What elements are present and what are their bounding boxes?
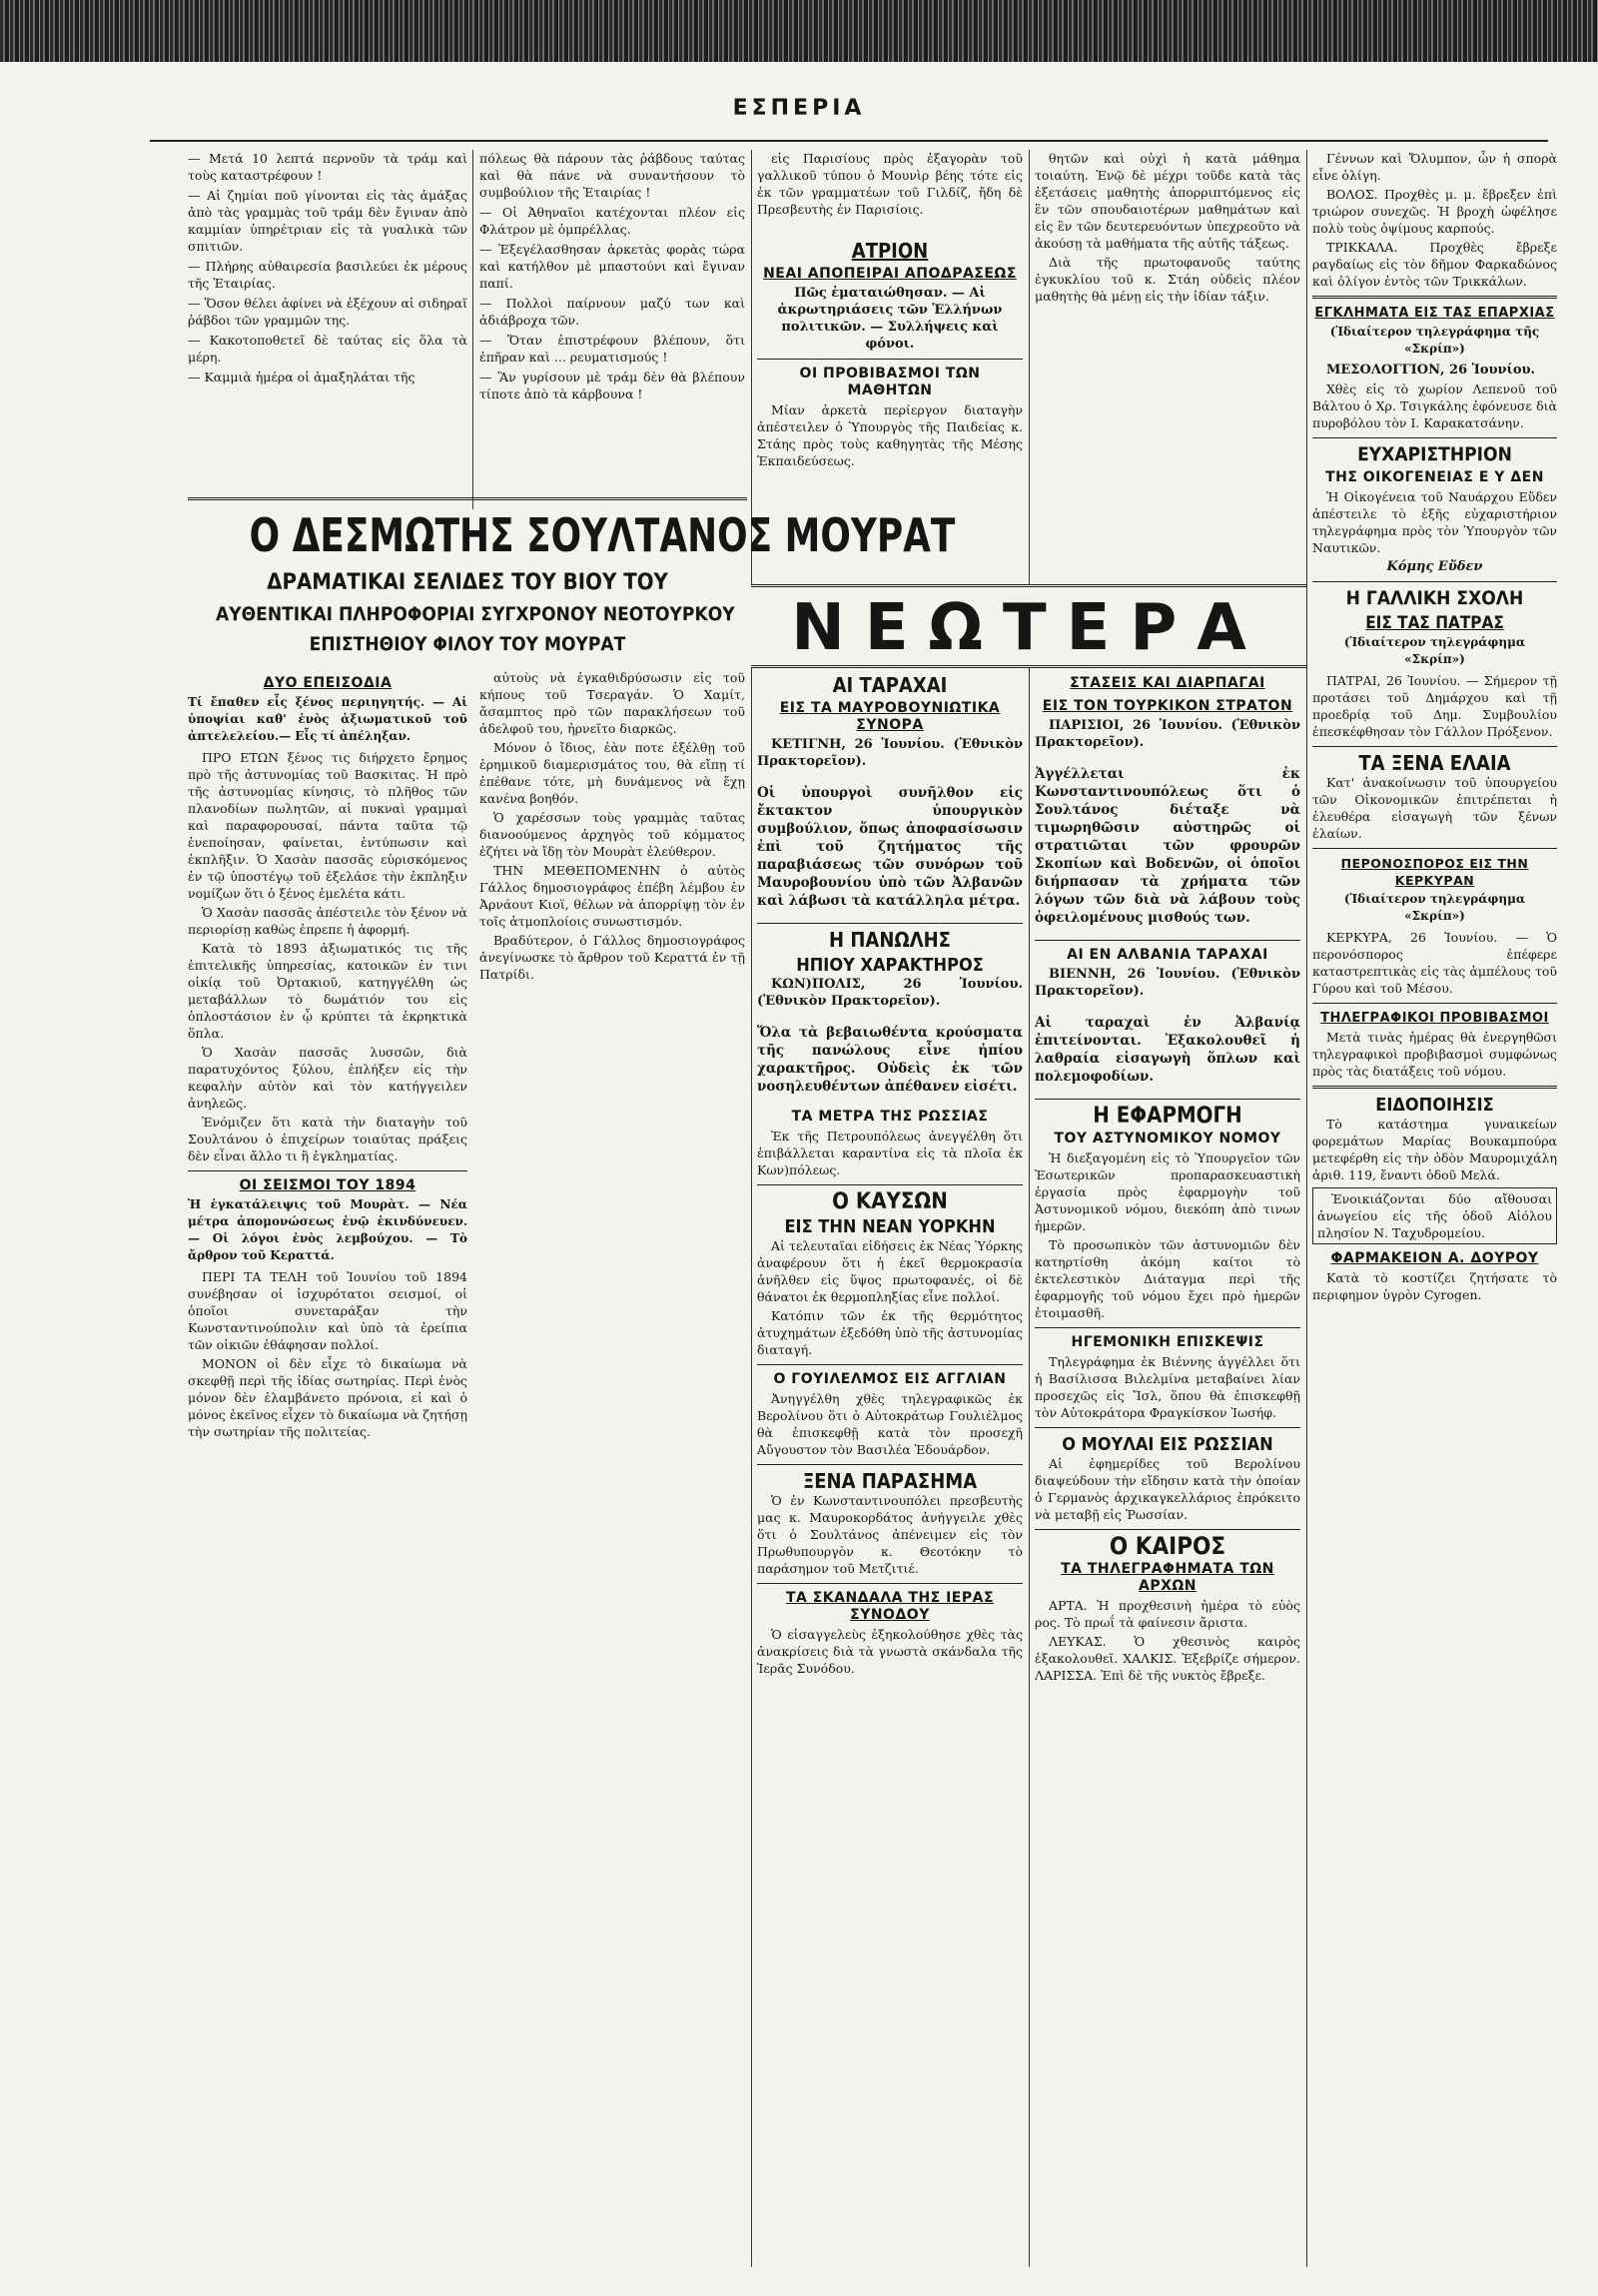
column-4-top: [1035, 150, 1300, 579]
paragraph: — Πολλοὶ παίρνουν μαζύ των καὶ ἀδιάβροχα τῶν.: [479, 296, 745, 328]
news-text: Ὅλα τὰ βεβαιωθέντα κρούσματα τῆς πανώλους εἶνε ἠπίου χαρακτῆρος. Οὐδεὶς ἐκ τῶν νοσηλευθέντων ἀπέθανεν εἰσέτι.: [757, 1024, 1023, 1095]
credit-line: (Ἰδιαίτερον τηλεγράφημα τῆς «Σκρίπ»): [1329, 325, 1540, 356]
divider: [1035, 1427, 1300, 1428]
news-text: Αἱ ταραχαὶ ἐν Ἀλβανίᾳ ἐπιτείνονται. Ἐξακολουθεῖ ἡ λαθραία εἰσαγωγὴ ὅπλων καὶ πολεμοφοδίων.: [1035, 1014, 1300, 1085]
paragraph: ΑΡΤΑ. Ἡ προχθεσινὴ ἡμέρα τὸ εὐὸς ρος. Τὸ πρωΐ τὰ φαίνεσιν ἄριστα.: [1035, 1598, 1300, 1630]
news-title: Ο ΚΑΙΡΟΣ: [1109, 1532, 1226, 1560]
dateline: ΒΙΕΝΝΗ, 26 Ἰουνίου. (Ἐθνικὸν Πρακτορεῖον).: [1035, 967, 1300, 999]
paragraph: — Ὅσον θέλει ἀφίνει νὰ ἐξέχουν αἱ σιδηραῖ ῥάβδοι τῶν γραμμῶν της.: [188, 296, 467, 328]
lead-title: Ο ΔΕΣΜΩΤΗΣ ΣΟΥΛΤΑΝΟΣ ΜΟΥΡΑΤ: [249, 508, 956, 562]
paragraph: Μίαν ἀρκετὰ περίεργον διαταγὴν ἀπέστειλεν ὁ Ὑπουργὸς τῆς Παιδείας κ. Στάης πρὸς τοὺς καθηγητὰς τῆς Μέσης Ἐκπαιδεύσεως.: [757, 402, 1023, 468]
section-summary: Ἡ ἐγκατάλειψις τοῦ Μουρὰτ. — Νέα μέτρα ἀπομονώσεως ἐνῷ ἐκινδύνευεν. — Οἱ λόγοι ἐνὸς λεμβούχου. — Τὸ ἄρθρον τοῦ Κεραττά.: [188, 1197, 467, 1262]
neotera-title: ΝΕΩΤΕΡΑ: [791, 591, 1266, 665]
paragraph: ΠΡΟ ΕΤΩΝ ξένος τις διήρχετο ἔρημος πρὸ τῆς ἀστυνομίας τοῦ Βασκιτας. Ἡ πρὸ τῆς ἀστυνομίας κίνησις, τὸ πλῆθος τῶν πλανοδίων πωλητῶν, αἱ πυκναὶ γραμμαὶ καὶ παραφορουσαί, πάντα ταῦτα τῷ ἐνεποίησαν, φαίνεται, ἐντύπωσιν καὶ ἐκπλῆξιν. Ὁ Χασὰν πασσᾶς εὑρισκόμενος ἐν τῷ ὑποστέγῳ τοῦ ἐξελάσε τὴν ἐκπληξιν νομίζων ὅτι ὁ ξένος ἐμελέτα κάτι.: [188, 750, 467, 901]
dateline: ΚΩΝ)ΠΟΛΙΣ, 26 Ἰουνίου. (Ἐθνικὸν Πρακτορεῖον).: [757, 977, 1023, 1009]
paragraph: Γέννων καὶ Ὄλυμπον, ὧν ἡ σπορὰ εἶνε ὀλίγη.: [1312, 151, 1557, 183]
divider: [757, 1583, 1023, 1584]
news-title: Ο ΓΟΥΙΛΕΛΜΟΣ ΕΙΣ ΑΓΓΛΙΑΝ: [773, 1371, 1007, 1387]
paragraph: Ἡ Οἰκογένεια τοῦ Ναυάρχου Εὔδεν ἀπέστειλε τὸ ἑξῆς εὐχαριστήριον τηλεγράφημα πρὸς τὸν Ὑπουργὸν τῶν Ναυτικῶν.: [1312, 489, 1557, 555]
divider: [757, 1184, 1023, 1185]
section-heading: ΟΙ ΣΕΙΣΜΟΙ ΤΟΥ 1894: [239, 1177, 416, 1193]
divider: [1035, 1529, 1300, 1530]
news-title: ΣΤΑΣΕΙΣ ΚΑΙ ΔΙΑΡΠΑΓΑΙ: [1070, 675, 1265, 691]
paragraph: ΠΑΤΡΑΙ, 26 Ἰουνίου. — Σήμερον τῇ προτάσει τοῦ Δημάρχου καὶ τῇ προεδρίᾳ τοῦ Δημ. Συμβουλίου ἐπεσκέφθησαν τὸν Γάλλον Πρόξενον.: [1312, 673, 1557, 739]
dateline: ΚΕΤΙΓΝΗ, 26 Ἰουνίου. (Ἐθνικὸν Πρακτορεῖον).: [757, 737, 1023, 769]
paragraph: Διὰ τῆς πρωτοφανοῦς ταύτης ἐγκυκλίου τοῦ κ. Στάη οὐδεὶς πλέον μαθητὴς θὰ μένῃ εἰς τὴν ἰδίαν τάξιν.: [1035, 255, 1300, 304]
paragraph: Κατὰ τὸ κοστίζει ζητήσατε τὸ περιφημον ὑγρὸν Cyrogen.: [1312, 1270, 1557, 1302]
atrion-lead: Πῶς ἐματαιώθησαν. — Αἱ ἀκρωτηριάσεις τῶν Ἑλλήνων πολιτικῶν. — Συλλήψεις καὶ φόνοι.: [777, 286, 1003, 352]
section-title: ΕΓΚΛΗΜΑΤΑ ΕΙΣ ΤΑΣ ΕΠΑΡΧΙΑΣ: [1314, 306, 1555, 321]
section-title: ΕΥΧΑΡΙΣΤΗΡΙΟΝ: [1357, 443, 1512, 465]
paragraph: ΜΟΝΟΝ οἱ δὲν εἶχε τὸ δικαίωμα νὰ σκεφθῇ περὶ τῆς ἰδίας σωτηρίας. Περὶ ἐνὸς μόνον δὲν ἐλαμβάνετο πρόνοια, εἰ καὶ ὁ μόνος ἐκεῖνος εἶχεν τὸ δικαίωμα νὰ ζητήσῃ τὴν σωτηρίαν τῆς πολιτείας.: [188, 1356, 467, 1439]
news-column-4: [1035, 669, 1300, 2267]
paragraph: ΠΕΡΙ ΤΑ ΤΕΛΗ τοῦ Ἰουνίου τοῦ 1894 συνέβησαν οἱ ἰσχυρότατοι σεισμοί, οἱ ὁποῖοι συνεταράξαν τὴν Κωνσταντινούπολιν καὶ ὑπὸ τὰ ἐρείπια τῶν οἰκιῶν ἐθάφησαν πολλοί.: [188, 1269, 467, 1352]
news-text: Ἀγγέλλεται ἐκ Κωνσταντινουπόλεως ὅτι ὁ Σουλτάνος διέταξε νὰ τιμωρηθῶσιν αὐστηρῶς οἱ στρατιῶται τῶν φρουρῶν Σκοπίων καὶ Βοδενῶν, οἱ ὁποῖοι διήρπασαν τὰ χρήματα τῶν λόγων τῶν διὰ νὰ λάβουν τοὺς ὀφειλομένους μισθούς των.: [1035, 765, 1300, 926]
divider: [1035, 940, 1300, 941]
lead-subtitle-3: ΕΠΙΣΤΗΘΙΟΥ ΦΙΛΟΥ ΤΟΥ ΜΟΥΡΑΤ: [309, 633, 626, 655]
news-title: Η ΠΑΝΩΛΗΣ: [828, 928, 951, 952]
divider: [188, 1170, 467, 1171]
news-title: Ο ΚΑΥΣΩΝ: [832, 1189, 948, 1214]
paragraph: ΚΕΡΚΥΡΑ, 26 Ἰουνίου. — Ὁ περονόσπορος ἐπέφερε καταστρεπτικὰς εἰς τὰς ἀμπέλους τοῦ Γύρου καὶ τοῦ Μέσου.: [1312, 930, 1557, 996]
atrion-subtitle: ΝΕΑΙ ΑΠΟΠΕΙΡΑΙ ΑΠΟΔΡΑΣΕΩΣ: [763, 266, 1017, 282]
paragraph: — Οἱ Ἀθηναῖοι κατέχονται πλέον εἰς Φλάτρον μὲ ὀμπρέλλας.: [479, 205, 745, 237]
divider: [1312, 581, 1557, 582]
news-subtitle: ΗΠΙΟΥ ΧΑΡΑΚΤΗΡΟΣ: [796, 955, 984, 976]
news-title: ΗΓΕΜΟΝΙΚΗ ΕΠΙΣΚΕΨΙΣ: [1071, 1334, 1264, 1350]
paragraph: — Μετά 10 λεπτά περνοῦν τὰ τράμ καὶ τοὺς καταστρέφουν !: [188, 151, 467, 183]
paragraph: Αἱ τελευταῖαι εἰδήσεις ἐκ Νέας Ὑόρκης ἀναφέρουν ὅτι ἡ ἐκεῖ θερμοκρασία ἀνῆλθεν εἰς ὕψος πρωτοφανές, οἱ δὲ θάνατοι ἐκ θερμοπληξίας εἶνε πολλοί.: [757, 1238, 1023, 1304]
paragraph: Κατὰ τὸ 1893 ἀξιωματικός τις τῆς ἐπιτελικῆς ὑπηρεσίας, κατοικῶν ἐν τινι οἰκίᾳ τοῦ Ὀρτακιοῦ, κατηγγέλθη ὡς μεταβάλλων τὸ δωμάτιόν του εἰς ὁπλοστάσιον ἐν ᾧ κρύπτει τὰ ἐκρηκτικὰ ὅπλα.: [188, 941, 467, 1041]
paragraph: — Ἂν γυρίσουν μὲ τράμ δὲν θὰ βλέπουν τίποτε ἀπὸ τὰ κάρβουνα !: [479, 370, 745, 401]
divider: [1035, 1099, 1300, 1100]
divider: [1312, 1086, 1557, 1089]
paragraph: Ὁ χαρέσσων τοὺς γραμμὰς ταῦτας διανοούμενος ἀρχηγὸς τοῦ κόμματος ἐζήτει νὰ ἴδῃ τὸν Μουρὰτ ἐλεύθερον.: [479, 810, 745, 859]
lead-story-column-1: [188, 669, 467, 2267]
paragraph: — Καμμιὰ ἡμέρα οἱ ἀμαξηλάται τῆς: [188, 370, 415, 384]
atrion-title: ΑΤΡΙΟΝ: [851, 239, 929, 263]
divider: [757, 1364, 1023, 1365]
section-title: ΤΑ ΞΕΝΑ ΕΛΑΙΑ: [1358, 751, 1511, 775]
lead-subtitle: ΔΡΑΜΑΤΙΚΑΙ ΣΕΛΙΔΕΣ ΤΟΥ ΒΙΟΥ ΤΟΥ: [267, 570, 668, 595]
credit-line: (Ἰδιαίτερον τηλεγράφημα «Σκρίπ»): [1343, 635, 1526, 666]
classified-box: [1312, 1187, 1557, 1244]
paragraph: πόλεως θὰ πάρουν τὰς ῥάβδους ταύτας καὶ θὰ πάνε νὰ συναντήσουν τὸ συμβούλιον τῆς Ἑταιρίας !: [479, 151, 745, 200]
paragraph: Κατόπιν τῶν ἐκ τῆς θερμότητος ἀτυχημάτων ἐξεδόθη ὑπὸ τῆς ἀστυνομίας διαταγή.: [757, 1308, 1023, 1357]
divider: [1312, 1003, 1557, 1004]
paragraph: Αἱ ἐφημερίδες τοῦ Βερολίνου διαψεύδουν τὴν εἴδησιν κατὰ τὴν ὁποίαν ὁ Γερμανὸς ἀρχικαγκελλάριος ἐπρόκειτο νὰ μεταβῇ εἰς Ῥωσσίαν.: [1035, 1456, 1300, 1522]
provivasmoi-title: ΟΙ ΠΡΟΒΙΒΑΣΜΟΙ ΤΩΝ ΜΑΘΗΤΩΝ: [799, 366, 981, 398]
paragraph: ΒΟΛΟΣ. Προχθὲς μ. μ. ἔβρεξεν ἐπὶ τριώρον συνεχῶς. Ἡ βροχὴ ὠφέλησε πολὺ τοὺς ὀψίμους καρπούς.: [1312, 187, 1557, 236]
paragraph: Τὸ προσωπικὸν τῶν ἀστυνομιῶν δὲν κατηρτίσθη ἀκόμη καίτοι τὸ ἐκτελεστικὸν Διάταγμα περὶ τῆς ἐφαρμογῆς τοῦ νόμου ἔχει πρὸ ἡμερῶν ἑτοιμασθῆ.: [1035, 1237, 1300, 1320]
section-rule: [188, 497, 747, 500]
news-subtitle: ΕΙΣ ΤΗΝ ΝΕΑΝ ΥΟΡΚΗΝ: [784, 1216, 996, 1237]
dateline: ΠΑΡΙΣΙΟΙ, 26 Ἰουνίου. (Ἐθνικὸν Πρακτορεῖον).: [1035, 718, 1300, 750]
signature: Κόμης Εὔδεν: [1386, 559, 1483, 574]
paragraph: Τὸ κατάστημα γυναικείων φορεμάτων Μαρίας Βουκαμπούρα μετεφέρθη εἰς τὴν ὁδὸν Μαυρομιχάλη ἀριθ. 119, ἔναντι ὁδοῦ Μελά.: [1312, 1117, 1557, 1182]
paragraph: — Ἐξεγέλασθησαν ἀρκετὰς φορὰς τώρα καὶ κατήλθον μὲ μπαστούνι καὶ ἔγιναν παπί.: [479, 242, 745, 291]
news-title: ΑΙ ΕΝ ΑΛΒΑΝΙΑ ΤΑΡΑΧΑΙ: [1067, 947, 1268, 963]
paragraph: Ὁ ἐν Κωνσταντινουπόλει πρεσβευτὴς μας κ. Μαυροκορδάτος ἀνήγγειλε χθὲς ὅτι ὁ Σουλτάνος ἀπένειμεν εἰς τὸν Πρωθυπουργὸν κ. Θεοτόκην τὸ παράσημον τοῦ Μετζιτιέ.: [757, 1493, 1023, 1576]
paragraph: — Κακοτοποθετεῖ δὲ ταύτας εἰς ὅλα τὰ μέρη.: [188, 333, 467, 365]
section-summary: Τί ἔπαθεν εἷς ξένος περιηγητής. — Αἱ ὑποψίαι καθ' ἑνὸς ἀξιωματικοῦ τοῦ ἀπτελελείου.— Εἷς τί ἀπέληξαν.: [188, 695, 467, 743]
dateline: ΜΕΣΟΛΟΓΓΙΟΝ, 26 Ἰουνίου.: [1326, 363, 1536, 378]
paragraph: εἰς Παρισίους πρὸς ἐξαγορὰν τοῦ γαλλικοῦ τύπου ὁ Μουνὶρ βέης τότε εἰς ἐκ τῶν γραμματέων τοῦ Γιλδίζ, ἤδη δὲ Πρεσβευτὴς ἐν Παρισίοις.: [757, 151, 1023, 217]
masthead: ΕΣΠΕΡΙΑ: [732, 96, 866, 121]
paragraph: Μόνον ὁ ἴδιος, ἐὰν ποτε ἐξέλθῃ τοῦ ἐρημικοῦ διαμερισμάτος του, θὰ εἴπῃ τί ἐπέθανε τότε, μὴ δυνάμενος νὰ ἔχῃ κανένα βοηθόν.: [479, 740, 745, 806]
paragraph: Ἐνοικιάζονται δύο αἴθουσαι ἀνωγείου εἰς τῆς ὁδοῦ Αἰόλου πλησίον Ν. Ταχυδρομείου.: [1317, 1191, 1552, 1240]
paragraph: Μετὰ τινὰς ἡμέρας θὰ ἐνεργηθῶσι τηλεγραφικοὶ προβιβασμοὶ συμφώνως πρὸς τὰς διατάξεις τοῦ νόμου.: [1312, 1030, 1557, 1079]
news-column-3: [757, 669, 1023, 2267]
divider: [757, 923, 1023, 924]
paragraph: Ὁ Χασὰν πασσᾶς λυσσῶν, διὰ παρατυχόντος ξύλου, ἐπλήξεν εἰς τὴν κεφαλὴν αὐτὸν καὶ τὸν κατήγγειλεν ἀνηλεῶς.: [188, 1045, 467, 1111]
paragraph: Κατ' ἀνακοίνωσιν τοῦ ὑπουργείου τῶν Οἰκονομικῶν ἐπιτρέπεται ἡ ἐλευθέρα εἰσαγωγὴ τῶν ξένων ἐλαίων.: [1312, 775, 1557, 841]
news-subtitle: ΤΑ ΤΗΛΕΓΡΑΦΗΜΑΤΑ ΤΩΝ ΑΡΧΩΝ: [1061, 1561, 1274, 1594]
credit-line: (Ἰδιαίτερον τηλεγράφημα «Σκρίπ»): [1343, 892, 1526, 923]
section-title: ΦΑΡΜΑΚΕΙΟΝ Α. ΔΟΥΡΟΥ: [1330, 1250, 1539, 1266]
section-title: ΕΙΔΟΠΟΙΗΣΙΣ: [1375, 1095, 1494, 1116]
news-title: ΞΕΝΑ ΠΑΡΑΣΗΜΑ: [802, 1469, 978, 1493]
section-subtitle: ΤΗΣ ΟΙΚΟΓΕΝΕΙΑΣ Ε Υ ΔΕΝ: [1325, 469, 1544, 485]
divider: [1312, 296, 1557, 299]
paragraph: — Αἱ ζημίαι ποῦ γίνονται εἰς τὰς ἁμάξας ἀπὸ τὰς γραμμὰς τοῦ τράμ δὲν ἔγιναν ἀπὸ καμμίαν ὑπηρέτριαν εἰς τὰ γυαλικὰ τῶν σπιτιῶν.: [188, 188, 467, 254]
section-title: ΠΕΡΟΝΟΣΠΟΡΟΣ ΕΙΣ ΤΗΝ ΚΕΡΚΥΡΑΝ: [1340, 856, 1529, 888]
column-2-top: [479, 150, 745, 499]
column-5: [1312, 150, 1557, 2267]
column-1-top: [188, 150, 467, 499]
paragraph: Ἡ διεξαγομένη εἰς τὸ Ὑπουργεῖον τῶν Ἐσωτερικῶν προπαρασκευαστικὴ ἐργασία πρὸς ἐφαρμογὴν τοῦ Ἀστυνομικοῦ νόμου, διεκόπη ἀπὸ τινων ἡμερῶν.: [1035, 1150, 1300, 1233]
section-subtitle: ΕΙΣ ΤΑΣ ΠΑΤΡΑΣ: [1365, 613, 1504, 633]
paragraph: Ἐνόμιζεν ὅτι κατὰ τὴν διαταγὴν τοῦ Σουλτάνου ὁ ἐπιχείρων τοιαύτας πράξεις δὲν εἶναι ἄλλο τι ἢ ἐγκληματίας.: [188, 1115, 467, 1163]
section-title: Η ΓΑΛΛΙΚΗ ΣΧΟΛΗ: [1345, 587, 1524, 609]
news-subtitle: ΤΟΥ ΑΣΤΥΝΟΜΙΚΟΥ ΝΟΜΟΥ: [1054, 1131, 1281, 1147]
news-text: Οἱ ὑπουργοὶ συνῆλθον εἰς ἔκτακτον ὑπουργικὸν συμβούλιον, ὅπως ἀποφασίσωσιν ἐπὶ τοῦ ζητήματος τῆς παραβιάσεως τῶν συνόρων τοῦ Μαυροβουνίου ὑπὸ τῶν Ἀλβανῶν καὶ λάβωσι τὰ κατάλληλα μέτρα.: [757, 784, 1023, 909]
lead-subtitle-2: ΑΥΘΕΝΤΙΚΑΙ ΠΛΗΡΟΦΟΡΙΑΙ ΣΥΓΧΡΟΝΟΥ ΝΕΟΤΟΥΡΚΟΥ: [216, 603, 735, 625]
divider: [757, 359, 1023, 360]
divider: [1312, 437, 1557, 438]
paragraph: Βραδύτερον, ὁ Γάλλος δημοσιογράφος ἀνεγίνωσκε τὸ ἄρθρον τοῦ Κεραττά ἐν τῇ Πατρίδι.: [479, 933, 745, 982]
column-3-top: [757, 150, 1023, 230]
paragraph: ΤΗΝ ΜΕΘΕΠΟΜΕΝΗΝ ὁ αὐτὸς Γάλλος δημοσιογράφος ἐπέβη λέμβου ἐν Ἀρνάουτ Κιοϊ, θέλων νὰ ἀπορρίψῃ τὸν ἐν τοῖς ἀτμοπλοίοις συνωστισμόν.: [479, 863, 745, 929]
news-subtitle: ΕΙΣ ΤΟΝ ΤΟΥΡΚΙΚΟΝ ΣΤΡΑΤΟΝ: [1042, 698, 1293, 714]
news-title: Η ΕΦΑΡΜΟΓΗ: [1093, 1104, 1242, 1129]
paragraph: — Ὅταν ἐπιστρέφουν βλέπουν, ὅτι ἐπῆραν καὶ ... ρευματισμούς !: [479, 333, 745, 365]
paragraph: Χθὲς εἰς τὸ χωρίον Λεπενοῦ τοῦ Βάλτου ὁ Χρ. Τσιγκάλης ἐφόνευσε διὰ πυροβόλου τὸν Ι. Καρακατσάνην.: [1312, 382, 1557, 430]
scanned-page-top-band: [0, 0, 1598, 62]
divider: [757, 1464, 1023, 1465]
column-separator: [1306, 150, 1307, 2267]
paragraph: Τηλεγράφημα ἐκ Βιέννης ἀγγέλλει ὅτι ἡ Βασίλισσα Βιλελμίνα μεταβαίνει λίαν προσεχῶς εἰς Ἴσλ, ὅπου θὰ ἐπισκεφθῇ τὸν Αὐτοκράτορα Φραγκίσκον Ἰωσήφ.: [1035, 1354, 1300, 1420]
news-title: ΤΑ ΜΕΤΡΑ ΤΗΣ ΡΩΣΣΙΑΣ: [791, 1109, 989, 1125]
news-title: Ο ΜΟΥΛΑΙ ΕΙΣ ΡΩΣΣΙΑΝ: [1062, 1434, 1273, 1455]
lead-story-header: [188, 504, 956, 657]
paragraph: Ἐκ τῆς Πετρουπόλεως ἀνεγγέλθη ὅτι ἐπιβάλλεται καραντίνα εἰς τὰ πλοῖα ἐκ Κων)πόλεως.: [757, 1129, 1023, 1177]
lead-story-column-2: [479, 669, 745, 2267]
paragraph: Ἀνηγγέλθη χθὲς τηλεγραφικῶς ἐκ Βερολίνου ὅτι ὁ Αὐτοκράτωρ Γουλιέλμος θὰ ἐπισκεφθῇ κατὰ τὸν προσεχῆ Αὔγουστον τὸν Βασιλέα Ἐδουάρδον.: [757, 1391, 1023, 1457]
atrion-column: [757, 235, 1023, 584]
paragraph: ΛΕΥΚΑΣ. Ὁ χθεσινὸς καιρὸς ἐξακολουθεῖ. ΧΑΛΚΙΣ. Ἐξεβρίζε σήμερον. ΛΑΡΙΣΣΑ. Ἐπὶ δὲ τῆς νυκτὸς ἔβρεξε.: [1035, 1634, 1300, 1683]
paragraph: αὐτοὺς νὰ ἐγκαθιδρύσωσιν εἰς τοῦ κήπους τοῦ Τσεραγάν. Ὁ Χαμίτ, ἄσαμπτος πρὸ τῶν παρακλήσεων τοῦ ἀδελφοῦ του, ἠρνεῖτο διαρκῶς.: [479, 670, 745, 736]
section-title: ΤΗΛΕΓΡΑΦΙΚΟΙ ΠΡΟΒΙΒΑΣΜΟΙ: [1320, 1011, 1549, 1026]
top-rule: [150, 140, 1548, 142]
news-title: ΤΑ ΣΚΑΝΔΑΛΑ ΤΗΣ ΙΕΡΑΣ ΣΥΝΟΔΟΥ: [785, 1590, 995, 1623]
divider: [1312, 848, 1557, 849]
paragraph: θητῶν καὶ οὐχὶ ἡ κατὰ μάθημα τοιαύτη. Ἐνῷ δὲ μέχρι τοῦδε κατὰ τὰς ἐξετάσεις μαθητὴς ἀπορριπτόμενος εἰς ἓν τῶν σπουδαιοτέρων μαθημάτων καὶ εἰς ἓν τῶν δευτερευόντων ὑπεχρεοῦτο νὰ ἀκούσῃ τὰ μαθήματα τῆς αὐτῆς τάξεως.: [1035, 151, 1300, 251]
divider: [1035, 1327, 1300, 1328]
paragraph: ΤΡΙΚΚΑΛΑ. Προχθὲς ἔβρεξε ραγδαίως εἰς τὸν δῆμον Φαρκαδώνος καὶ ὀλίγον ἐντὸς τῶν Τρικκάλων.: [1312, 240, 1557, 289]
column-separator: [751, 150, 752, 2267]
news-title: ΑΙ ΤΑΡΑΧΑΙ: [832, 673, 948, 697]
divider: [1312, 746, 1557, 747]
paragraph: — Πλήρης αὐθαιρεσία βασιλεύει ἐκ μέρους τῆς Ἑταιρίας.: [188, 259, 467, 291]
column-separator: [1029, 150, 1030, 2267]
paragraph: Ὁ εἰσαγγελεὺς ἐξηκολούθησε χθὲς τὰς ἀνακρίσεις διὰ τὰ γνωστὰ σκάνδαλα τῆς Ἱερᾶς Συνόδου.: [757, 1627, 1023, 1676]
news-subtitle: ΕΙΣ ΤΑ ΜΑΥΡΟΒΟΥΝΙΩΤΙΚΑ ΣΥΝΟΡΑ: [779, 700, 1001, 733]
neotera-banner: [751, 584, 1306, 668]
column-separator: [472, 150, 473, 509]
section-heading: ΔΥΟ ΕΠΕΙΣΟΔΙΑ: [263, 675, 393, 691]
paragraph: Ὁ Χασὰν πασσᾶς ἀπέστειλε τὸν ξένον νὰ περιορίσῃ καθὼς ἐπρεπε ἡ ἀφορμή.: [188, 905, 467, 937]
